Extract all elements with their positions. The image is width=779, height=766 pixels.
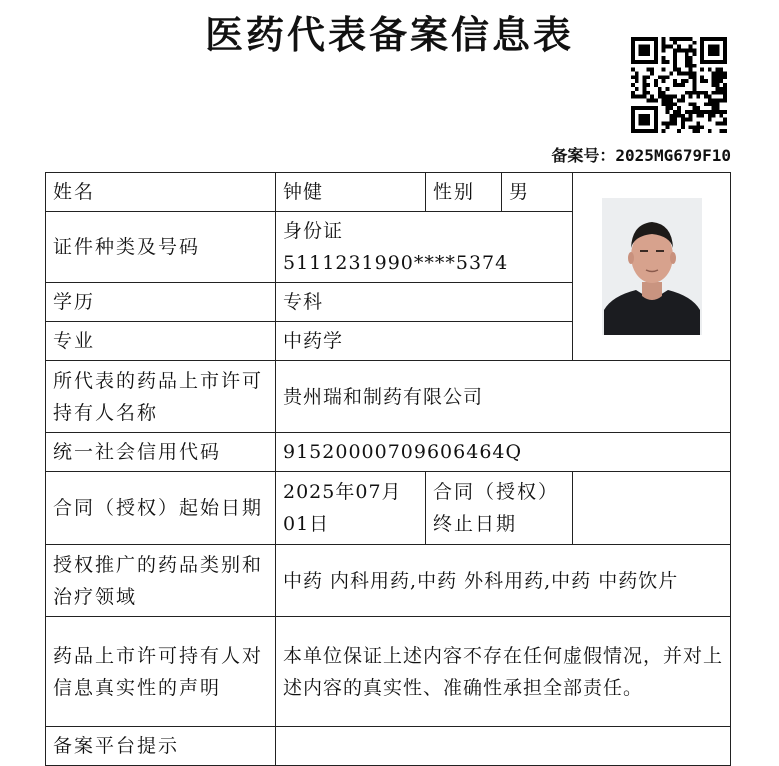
- row-platform: [46, 727, 731, 766]
- row-declaration: [46, 617, 731, 727]
- row-scope: [46, 545, 731, 617]
- credit-code-value: 91520000709606464Q: [276, 433, 731, 472]
- major-label: 专业: [46, 322, 276, 361]
- education-value: 专科: [276, 283, 573, 322]
- gender-label: 性别: [426, 173, 502, 212]
- holder-label: 所代表的药品上市许可持有人名称: [46, 361, 276, 433]
- contract-start-label: 合同（授权）起始日期: [46, 472, 276, 545]
- photo-cell: [573, 173, 731, 361]
- declaration-value: 本单位保证上述内容不存在任何虚假情况，并对上述内容的真实性、准确性承担全部责任。: [276, 617, 731, 727]
- holder-value: 贵州瑞和制药有限公司: [276, 361, 731, 433]
- id-value: 身份证 5111231990****5374: [276, 212, 573, 283]
- record-number-value: 2025MG679F10: [615, 146, 731, 165]
- platform-label: 备案平台提示: [46, 727, 276, 766]
- row-holder: [46, 361, 731, 433]
- contract-end-value: [573, 472, 731, 545]
- row-contract: [46, 472, 731, 545]
- credit-code-label: 统一社会信用代码: [46, 433, 276, 472]
- name-label: 姓名: [46, 173, 276, 212]
- scope-value: 中药 内科用药,中药 外科用药,中药 中药饮片: [276, 545, 731, 617]
- record-number: [551, 143, 731, 166]
- row-name: [46, 173, 731, 212]
- education-label: 学历: [46, 283, 276, 322]
- contract-start-value: 2025年07月01日: [276, 472, 426, 545]
- id-label: 证件种类及号码: [46, 212, 276, 283]
- contract-end-label: 合同（授权）终止日期: [426, 472, 573, 545]
- name-value: 钟健: [276, 173, 426, 212]
- page-title: 医药代表备案信息表: [204, 13, 574, 57]
- record-number-label: 备案号：: [551, 146, 616, 165]
- platform-value: [276, 727, 731, 766]
- scope-label: 授权推广的药品类别和治疗领域: [46, 545, 276, 617]
- gender-value: 男: [502, 173, 573, 212]
- major-value: 中药学: [276, 322, 573, 361]
- row-credit-code: [46, 433, 731, 472]
- declaration-label: 药品上市许可持有人对信息真实性的声明: [46, 617, 276, 727]
- info-table: [45, 172, 731, 766]
- id-photo: [602, 198, 702, 335]
- qr-code-icon: [631, 37, 727, 133]
